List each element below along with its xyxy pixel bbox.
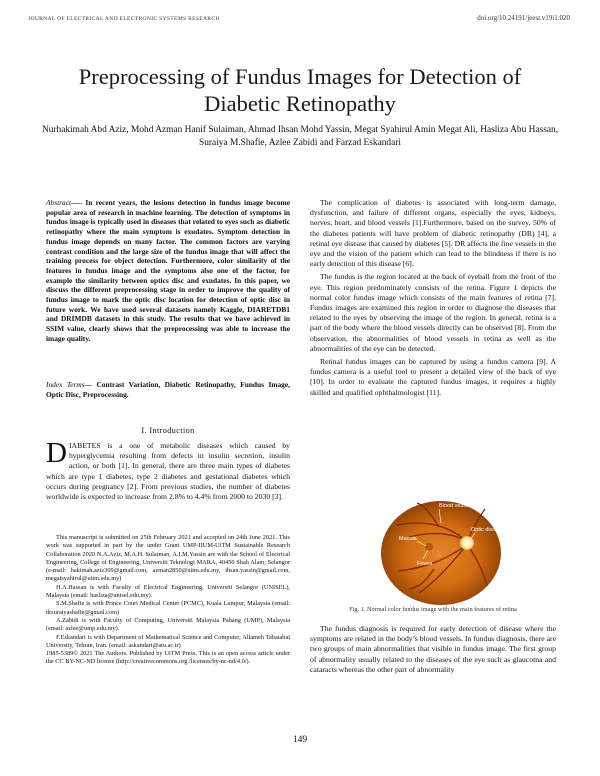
index-terms-text: — Contrast Variation, Diabetic Retinopathy, Fundus Image, Optic Disc, Preprocessing. [46, 380, 290, 399]
paragraph-fundus-camera: Retinal fundus images can be captured by using a fundus camera [9]. A fundus camera is a useful tool to present a detailed view of the back of eye [10]. In order to evaluate the captured fundus images, it requires a highly skilled and qualified ophthalmologist [11]. [310, 357, 556, 397]
fundus-figure [379, 497, 503, 605]
figure-caption: Fig. 1. Normal color fundus image with the main features of retina [349, 606, 517, 613]
intro-paragraph [46, 437, 290, 502]
abstract-text: —– In recent years, the lesions detection in fundus image become popular area of research in machine learning. The detection of symptoms in fundus image is typically used in diseases that related to eyes such as diabetic retinopathy where the main symptom is exudates. Symptom detection in fundus image depends on many factor. The common factors are varying contrast condition and the large size of the fundus image that will affect the training process for object detection. Furthermore, color similarity of the features in fundus image and the symptoms also one of the factor, for example the similarity between optics disc and exudates. In this paper, we discuss the different preprocessing stage in order to improve the quality of fundus image to mark the optic disc location for detection of optic disc in future work. We have used several datasets namely Kaggle, DIARETDB1 and DRIMDB datasets in this study. The results that we have achieved in SSIM value, clearly shows that the preprocessing was able to increase the image quality. [46, 198, 290, 343]
abstract [46, 198, 290, 344]
right-column-top [310, 198, 556, 401]
right-column-bottom [310, 624, 556, 675]
label-optic-disc: Optic disc [471, 527, 496, 533]
label-blood-vessels: Blood vessels [439, 503, 473, 509]
footnote-zabidi: A.Zabidi is with Faculty of Computing, Universiti Malaysia Pahang (UMP), Malaysia (email: azlee@ump.edu.my). [46, 616, 290, 633]
label-macula: Macula [399, 536, 417, 542]
fundus-image [379, 497, 503, 605]
footnote-shafie: S.M.Shafie is with Prince Court Medical Center (PCMC), Kuala Lumpur, Malaysia (email: drsuraiyashafie@gmail.com) [46, 600, 290, 616]
paper-title: Preprocessing of Fundus Images for Detection of Diabetic Retinopathy [78, 64, 522, 116]
macula-mark [425, 543, 433, 551]
intro-text: is a one of metabolic diseases which caused by hyperglycemia resulting from defects in insulin secretion, insulin action, or both [1]. In general, there are three main types of diabetes which are type 1 diabetes, type 2 diabetes and gestational diabetes which occurs during pregnancy [2]. From previous studies, the number of diabetes worldwide is expected to increase from 2.8% to 4.4% from 2000 to 2030 [3]. [46, 441, 290, 502]
footnotes [46, 534, 290, 667]
footnote-manuscript: This manuscript is submitted on 25th February 2021 and accepted on 24th June 2021. This work was supported in part by the under Grant UMP-IIUM-UiTM Sustainable Research Collaboration 2020 N.A.Aziz, M.A.H. Sulaiman, A.I.M.Yassin are with the School of Electrical Engineering, College of Engineering, Universiti Teknologi MARA, 40450 Shah Alam, Selangor (e-mail: hakimah.aziz309@gmail.com, azman2850@uitm.edu.my, ihsan.yassin@gmail.com, megatsyahirul@uitm.edu.my) [46, 534, 290, 583]
journal-name: JOURNAL OF ELECTRICAL AND ELECTRONIC SYSTEMS RESEARCH [28, 16, 220, 22]
paragraph-complication: The complication of diabetes is associated with long-term damage, dysfunction, and failure of different organs, especially the eyes, kidneys, nerves, heart, and blood vessels [1].Furthermore, based on the survey, 50% of the diabetes patients will have problem of diabetic retinopathy (DR) [4], a retinal eye disease that caused by diabetes [5]. DR affects the fine vessels in the eye and the vision of the patient which can lead to the blindness if there is no early detection of this disease [6]. [310, 198, 556, 269]
intro-first-word: IABETES [68, 441, 101, 450]
doi-link[interactable]: doi.org/10.24191/jeesr.v19i1.020 [477, 14, 570, 22]
footnote-eskandari: F.Eskandari is with Department of Mathematical Science and Computer, Allameh Tabatabai University, Tehran, Iran. (email: askandari@atu.ac.ir) [46, 633, 290, 649]
footnote-license: 1985-5389© 2021 The Authors. Published by UiTM Press. This is an open access article under the CC BY-NC-ND license (http://creativecommons.org /licenses/by-nc-nd/4.0/). [46, 650, 290, 666]
page-number: 149 [292, 735, 308, 745]
paragraph-diagnosis: The fundus diagnosis is required for early detection of disease where the symptoms are related in the body’s blood vessels. In fundus diagnosis, there are two groups of main abnormalities that visible in fundus image. The first group of abnormality usually related to the diseases of the eye such as glaucoma and cataracts whereas the other part of abnormality [310, 624, 556, 674]
index-terms [46, 380, 290, 399]
optic-disc-mark [460, 536, 474, 550]
paragraph-fundus-region: The fundus is the region located at the back of eyeball from the front of the eye. This region predominately consists of the retina. Figure 1 depicts the normal color fundus image which consists of the main features of retina [7]. Fundus images are examined this region in order to diagnose the diseases that related to the eyes by observing the image of the region. In general, retina is a part of the body where the blood vessels directly can be observed [8]. From the observation, the abnormalities of blood vessels in retina as well as the abnormalities of the eye can be detected. [310, 272, 556, 353]
label-fovea: Fovea [417, 561, 433, 567]
section-heading-introduction: I. Introduction [141, 426, 195, 435]
retina-disc [381, 501, 501, 605]
index-terms-label: Index Terms [46, 380, 85, 389]
footnote-hassan: H.A.Hassan is with Faculty of Electrical Engineering, Universiti Selangor (UNISEL), Malaysia (email: hasliza@unisel.edu.my). [46, 583, 290, 600]
drop-cap: D [46, 437, 67, 469]
abstract-label: Abstract [46, 198, 72, 207]
author-list: Nurhakimah Abd Aziz, Mohd Azman Hanif Sulaiman, Ahmad Ihsan Mohd Yassin, Megat Syahirul Amin Megat Ali, Hasliza Abu Hassan, Suraiya M.Shafie, Azlee Zabidi and Farzad Eskandari [41, 125, 559, 148]
